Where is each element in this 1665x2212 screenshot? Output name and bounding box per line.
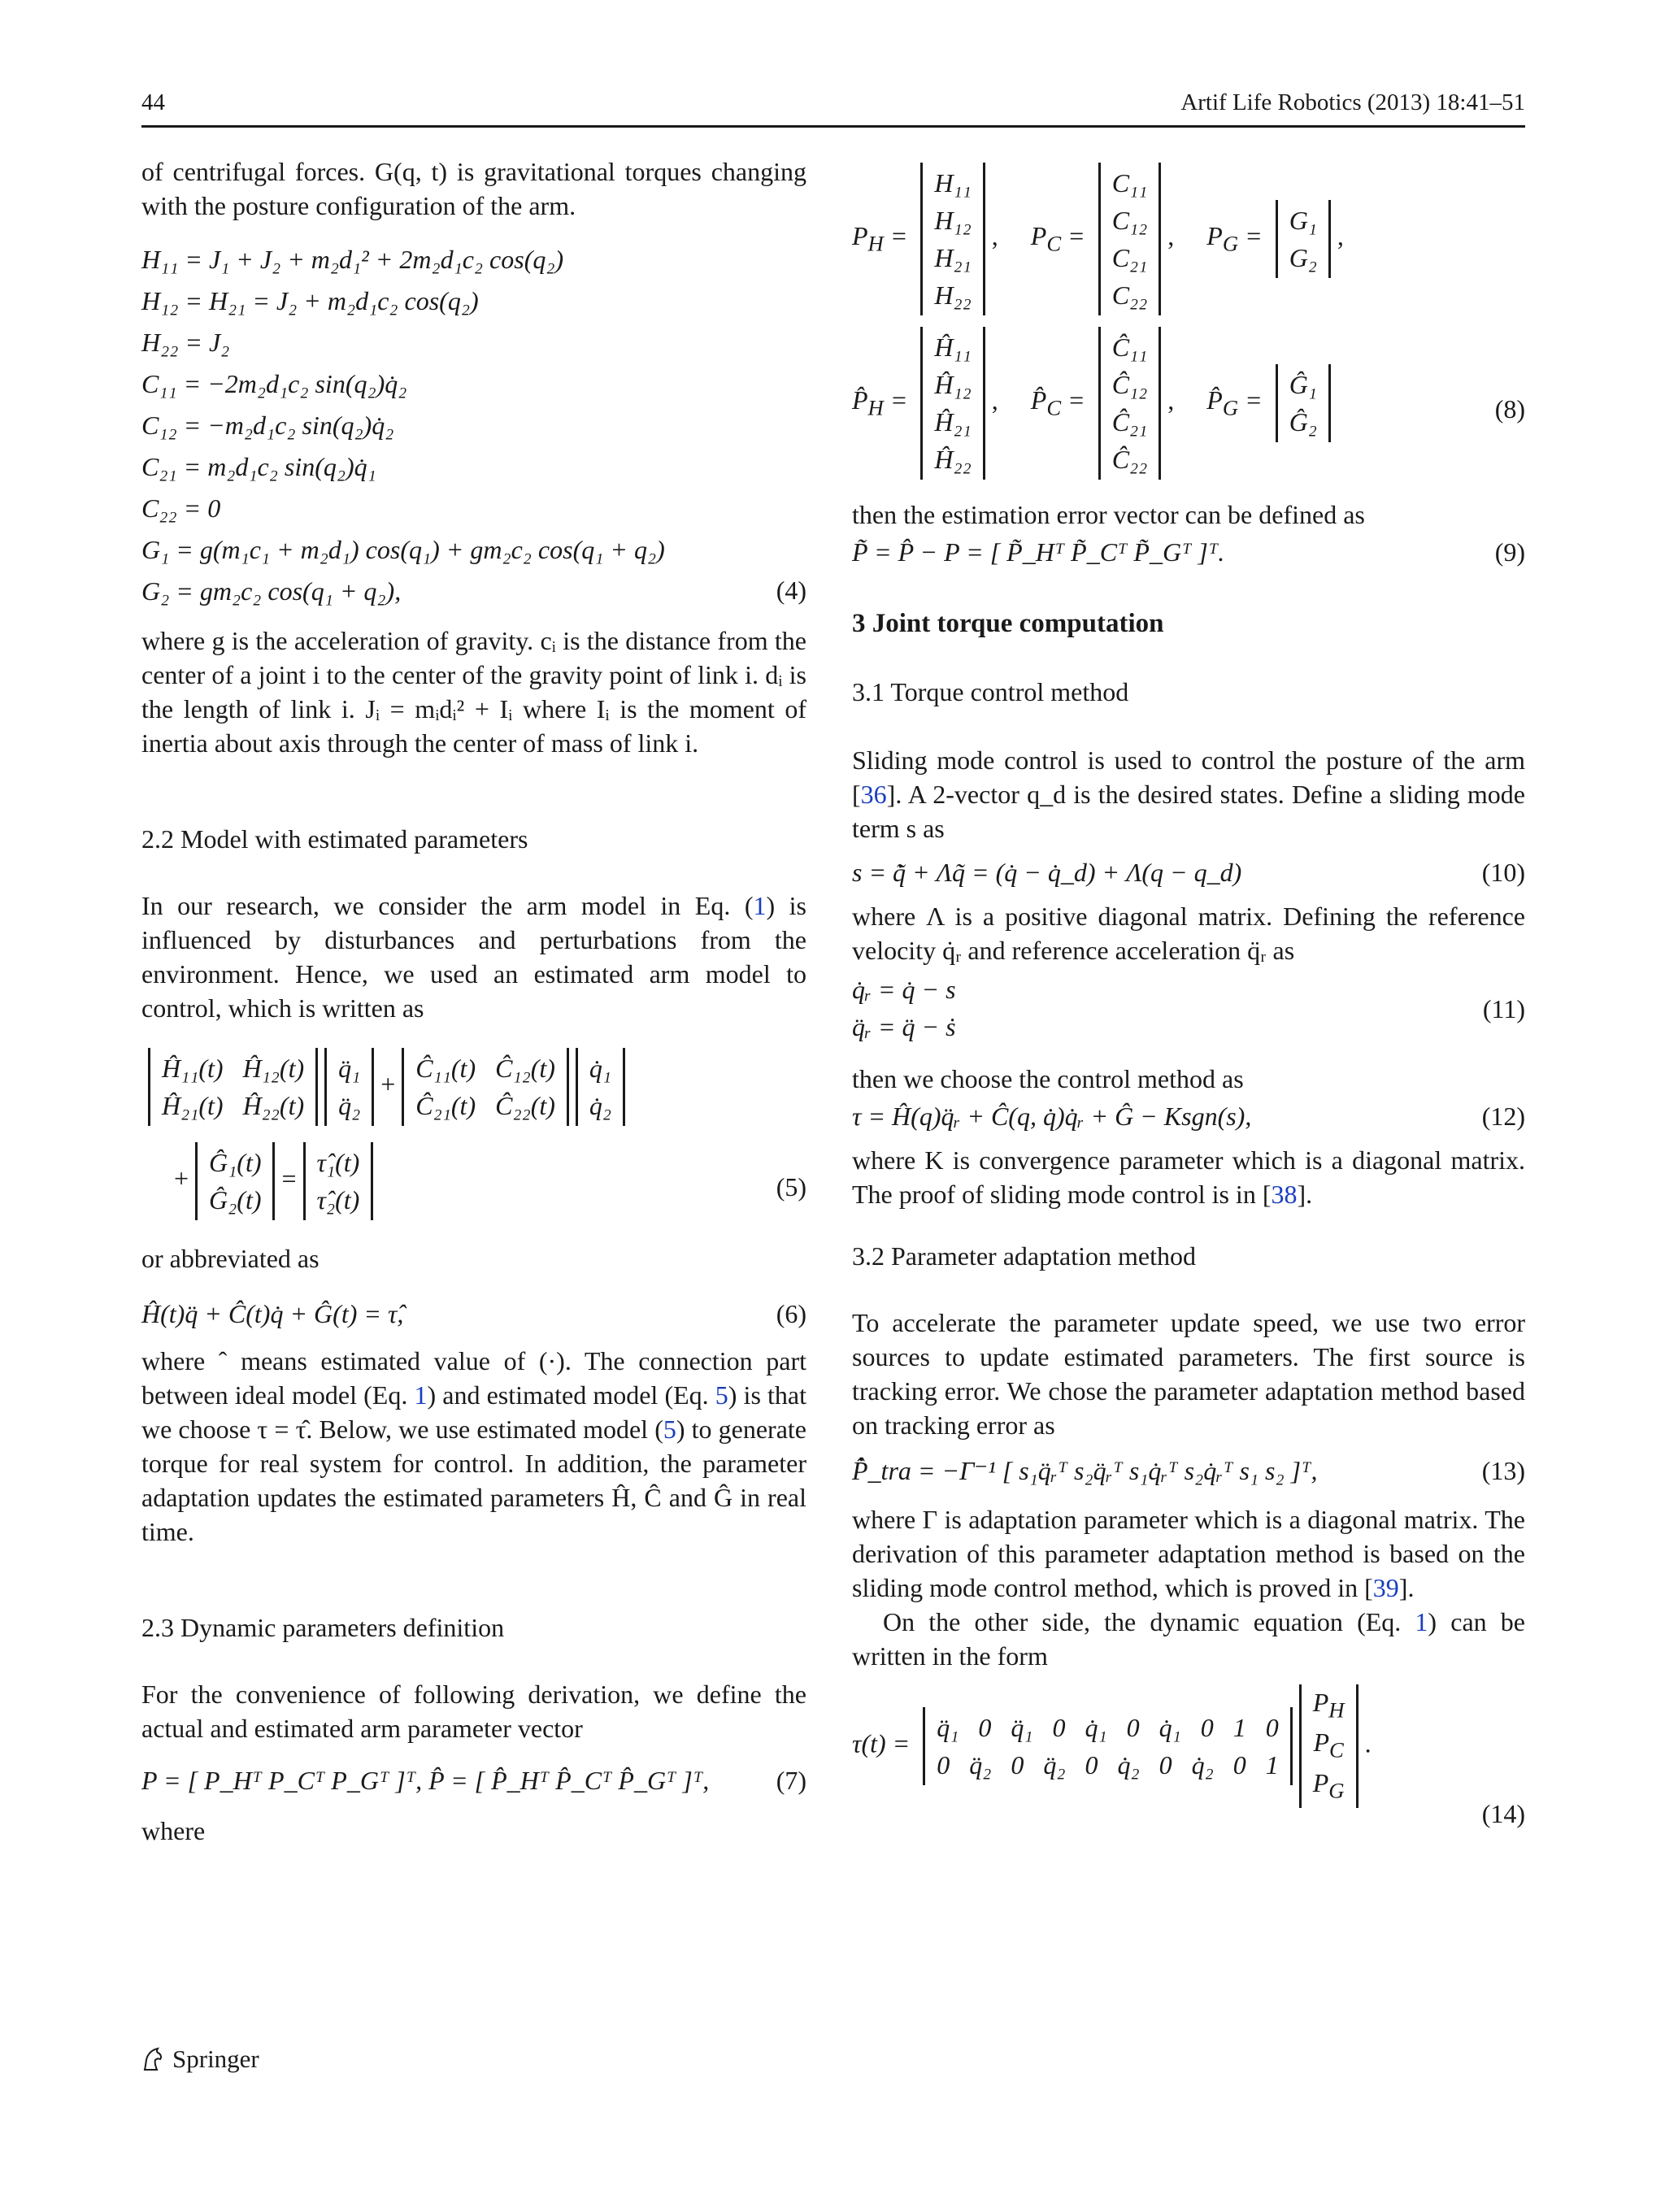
equation-number: (5) [776, 1172, 806, 1202]
paragraph: where Λ is a positive diagonal matrix. Defining the reference velocity q̇ᵣ and reference acceleration q̈ᵣ as [852, 902, 1525, 965]
header-rule [141, 125, 1525, 128]
equation-number: (4) [776, 576, 806, 605]
subsection-heading-3-1: 3.1 Torque control method [852, 677, 1129, 706]
section-heading-3: 3 Joint torque computation [852, 609, 1164, 638]
subsection-heading-2-2: 2.2 Model with estimated parameters [141, 824, 528, 854]
equation-10: s = q̃̇ + Λq̃ = (q̇ − q̇_d) + Λ(q − q_d) (10) [852, 852, 1525, 894]
journal-citation: Artif Life Robotics (2013) 18:41–51 [1180, 89, 1525, 115]
publisher-name: Springer [172, 2045, 259, 2073]
equation-8: $P_H$ = H₁₁ H₁₂ H₂₁ H₂₂ , $P_C$ = C₁₁ C₁₂ C₂₁ C₂₂ , $P_G$ = G₁ G₂ , $P̂_H$ = Ĥ₁₁ Ĥ₁₂ Ĥ₂₁ Ĥ₂₂ , $P̂_C$ = Ĉ₁₁ Ĉ₁₂ Ĉ₂₁ Ĉ₂₂ , $P̂_G$ = Ĝ₁ Ĝ₂ (8) [852, 154, 1525, 488]
right-column [852, 154, 1525, 1839]
equation-5: Ĥ₁₁(t) Ĥ₁₂(t) Ĥ₂₁(t) Ĥ₂₂(t) q̈₁ q̈₂ + Ĉ₁₁(t) Ĉ₁₂(t) Ĉ₂₁(t) Ĉ₂₂(t) q̇₁ q̇₂ + Ĝ₁(t) Ĝ₂(t) = τ̂₁(t) τ̂₂(t) (5) [141, 1048, 806, 1228]
equation-number: (13) [1481, 1456, 1525, 1485]
subsection-heading-3-2: 3.2 Parameter adaptation method [852, 1241, 1196, 1271]
paragraph: where [141, 1816, 206, 1845]
paragraph: then the estimation error vector can be defined as [852, 500, 1365, 529]
equation-7: P = [ P_Hᵀ P_Cᵀ P_Gᵀ ]ᵀ, P̂ = [ P̂_Hᵀ P̂_Cᵀ P̂_Gᵀ ]ᵀ, (7) [141, 1760, 806, 1804]
citation-link[interactable]: 39 [1372, 1573, 1399, 1602]
equation-12: τ = Ĥ(q)q̈ᵣ + Ĉ(q, q̇)q̇ᵣ + Ĝ − Ksgn(s), (12) [852, 1096, 1525, 1138]
publisher-logo [141, 2045, 259, 2074]
citation-link[interactable]: 38 [1271, 1180, 1298, 1209]
paragraph: where K is convergence parameter which is a diagonal matrix. The proof of sliding mode control is in [38]. [852, 1145, 1525, 1209]
paragraph: where ˆ means estimated value of (·). The connection part between ideal model (Eq. 1) and estimated model (Eq. 5) is that we choose τ = τ̂. Below, we use estimated model (5) to generate torque for real system for control. In addition, the parameter adaptation updates the estimated parameters Ĥ, Ĉ and Ĝ in real time. [141, 1346, 807, 1546]
equation-number: (8) [1494, 394, 1525, 424]
equation-13: P̂̇_tra = −Γ⁻¹ [ s₁q̈ᵣᵀ s₂q̈ᵣᵀ s₁q̇ᵣᵀ s₂q̇ᵣᵀ s₁ s₂ ]ᵀ, (13) [852, 1447, 1525, 1494]
citation-link[interactable]: 36 [860, 780, 887, 809]
left-column [141, 154, 806, 1848]
equation-11: q̇ᵣ = q̇ − s q̈ᵣ = q̈ − ṡ (11) [852, 975, 1525, 1041]
equation-number: (11) [1482, 994, 1525, 1023]
equation-number: (9) [1494, 537, 1525, 567]
equation-number: (12) [1481, 1102, 1525, 1131]
springer-horse-icon [141, 2047, 164, 2071]
equation-number: (14) [1481, 1799, 1525, 1828]
paragraph: where Γ is adaptation parameter which is a diagonal matrix. The derivation of this parameter adaptation method is based on the sliding mode control method, which is proved in [39]. [852, 1505, 1525, 1602]
equation-number: (6) [776, 1299, 806, 1328]
paragraph: Sliding mode control is used to control the posture of the arm [36]. A 2-vector q_d is the desired states. Define a sliding mode term s as [852, 745, 1525, 843]
paragraph: On the other side, the dynamic equation (Eq. 1) can be written in the form [852, 1607, 1525, 1671]
subsection-heading-2-3: 2.3 Dynamic parameters definition [141, 1613, 505, 1642]
equation-4: H₁₁ = J₁ + J₂ + m₂d₁² + 2m₂d₁c₂ cos(q₂) H₁₂ = H₂₁ = J₂ + m₂d₁c₂ cos(q₂) H₂₂ = J₂ C₁₁ = −2m₂d₁c₂ sin(q₂)q̇₂ C₁₂ = −m₂d₁c₂ sin(q₂)q̇₂ C₂₁ = m₂d₁c₂ sin(q₂)q̇₁ C₂₂ = 0 G₁ = g(m₁c₁ + m₂d₁) cos(q₁) + gm₂c₂ cos(q₁ + q₂) G₂ = gm₂c₂ cos(q₁ + q₂), (4) [141, 245, 806, 606]
eq-ref-link[interactable]: 1 [753, 891, 767, 920]
paragraph: To accelerate the parameter update speed, we use two error sources to update estimated parameters. The first source is tracking error. We chose the parameter adaptation method based on tracking error as [852, 1308, 1525, 1440]
paragraph: For the convenience of following derivation, we define the actual and estimated arm parameter vector [141, 1680, 806, 1743]
equation-14: τ(t) = q̈₁ 0 q̈₁ 0 q̇₁ 0 q̇₁ 0 1 0 0 q̈₂ 0 q̈₂ 0 q̇₂ 0 q̇₂ 0 1 $P_H$ $P_C$ $P_G$ . (14) [852, 1684, 1525, 1839]
paragraph: where g is the acceleration of gravity. cᵢ is the distance from the center of a joint i to the center of the gravity point of link i. dᵢ is the length of link i. Jᵢ = mᵢdᵢ² + Iᵢ where Iᵢ is the moment of inertia about axis through the center of mass of link i. [141, 626, 806, 758]
eq-ref-link[interactable]: 1 [414, 1380, 428, 1410]
equation-number: (7) [776, 1766, 806, 1795]
eq-ref-link[interactable]: 5 [663, 1415, 676, 1444]
paragraph: In our research, we consider the arm model in Eq. (1) is influenced by disturbances and perturbations from the environment. Hence, we used an estimated arm model to control, which is written as [141, 891, 807, 1023]
eq-ref-link[interactable]: 5 [715, 1380, 728, 1410]
equation-6: Ĥ(t)q̈ + Ĉ(t)q̇ + Ĝ(t) = τ̂, (6) [141, 1293, 806, 1334]
paragraph: then we choose the control method as [852, 1064, 1244, 1093]
equation-9: P̃ = P̂ − P = [ P̃_Hᵀ P̃_Cᵀ P̃_Gᵀ ]ᵀ. (9) [852, 532, 1525, 574]
eq-ref-link[interactable]: 1 [1415, 1607, 1428, 1636]
paragraph: of centrifugal forces. G(q, t) is gravitational torques changing with the posture configuration of the arm. [141, 157, 806, 220]
equation-number: (10) [1481, 858, 1525, 887]
page-number: 44 [141, 89, 165, 115]
paragraph: or abbreviated as [141, 1244, 320, 1273]
